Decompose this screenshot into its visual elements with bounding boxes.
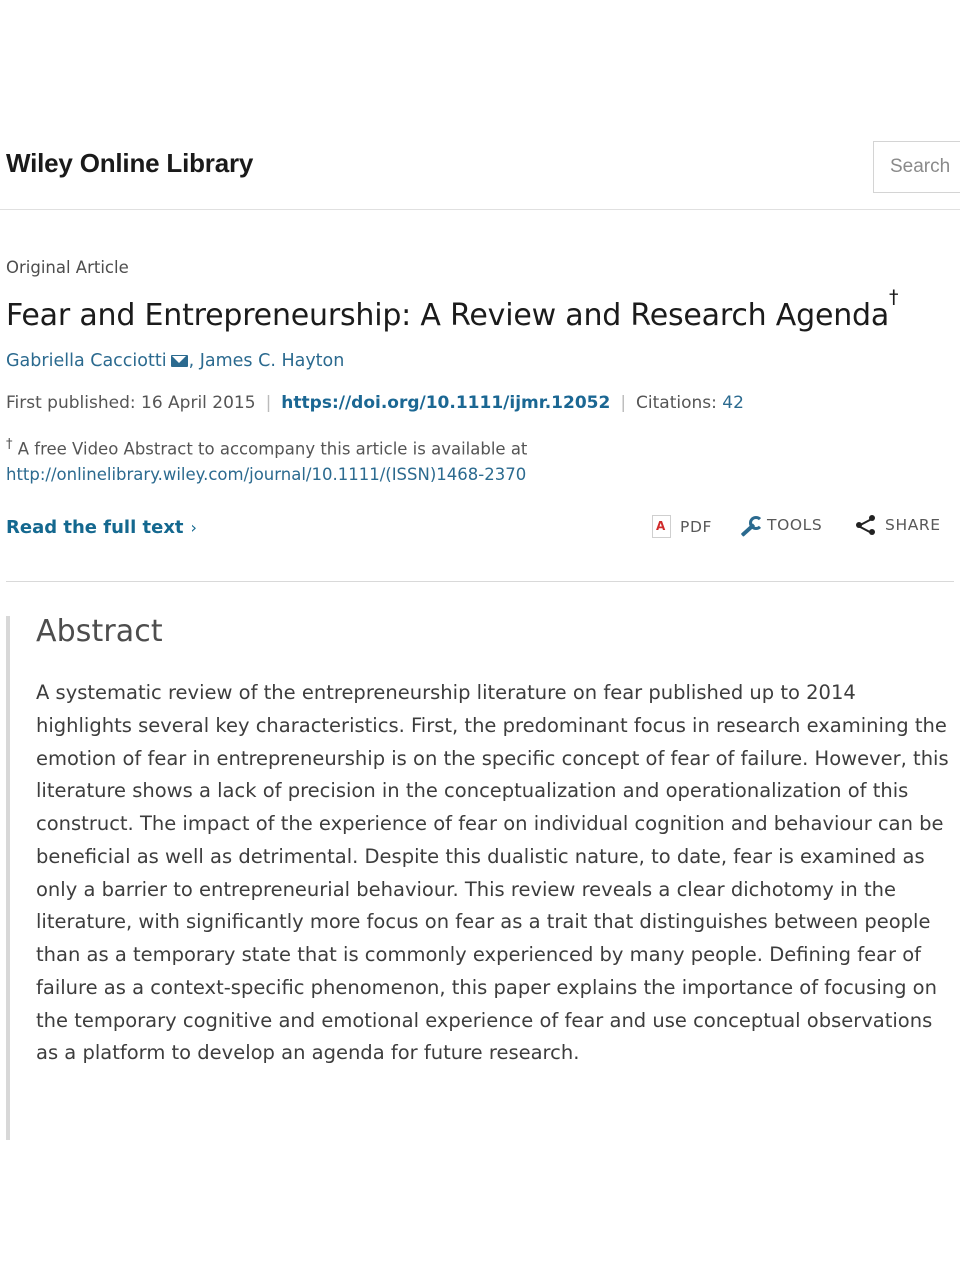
pdf-icon <box>652 515 671 538</box>
search-box[interactable] <box>873 141 960 193</box>
pdf-button[interactable] <box>652 515 712 538</box>
author-list <box>6 351 960 371</box>
publication-info <box>6 393 960 413</box>
abstract-heading: Abstract <box>36 614 163 650</box>
article-title-text: Fear and Entrepreneurship: A Review and Research Agenda <box>6 298 890 333</box>
article-container <box>0 210 960 1070</box>
page-title <box>6 285 960 335</box>
author-link-1[interactable]: Gabriella Cacciotti <box>6 350 167 371</box>
section-divider <box>6 581 954 582</box>
wrench-icon <box>738 515 758 535</box>
tools-label: TOOLS <box>767 516 823 535</box>
search-input[interactable] <box>888 155 960 179</box>
article-actions <box>0 515 960 555</box>
citations-label: Citations: <box>636 392 717 413</box>
footnote-link[interactable]: http://onlinelibrary.wiley.com/journal/10.1111/(ISSN)1468-2370 <box>6 464 527 484</box>
share-label: SHARE <box>885 516 941 535</box>
title-dagger-marker: † <box>889 285 899 308</box>
chevron-right-icon: › <box>190 518 197 538</box>
site-header <box>0 124 960 210</box>
article-type-label: Original Article <box>6 258 129 277</box>
first-published-label: First published: <box>6 392 136 413</box>
meta-separator-2: | <box>620 392 627 413</box>
first-published-date: 16 April 2015 <box>141 392 256 413</box>
share-icon <box>856 515 876 535</box>
share-button[interactable] <box>856 515 941 535</box>
meta-separator-1: | <box>265 392 272 413</box>
doi-link[interactable]: https://doi.org/10.1111/ijmr.12052 <box>281 392 611 413</box>
read-full-text-link[interactable] <box>6 517 197 538</box>
footnote-marker: † <box>6 436 13 452</box>
read-full-text-label: Read the full text <box>6 517 184 539</box>
footnote-text: A free Video Abstract to accompany this article is available at <box>17 439 528 459</box>
tools-button[interactable] <box>738 515 822 535</box>
pdf-label: PDF <box>680 517 712 536</box>
abstract-section <box>6 614 949 1070</box>
envelope-icon[interactable] <box>171 355 188 367</box>
author-separator: , <box>188 350 200 371</box>
citations-count[interactable]: 42 <box>722 392 744 413</box>
site-logo[interactable]: Wiley Online Library <box>6 148 254 178</box>
article-footnote <box>6 435 726 488</box>
abstract-body: A systematic review of the entrepreneurship literature on fear published up to 2014 highlights several key characteristics. First, the predominant focus in research examining the emotion of fear in entrepreneurship is on the specific concept of fear of failure. However, this literature shows a lack of precision in the conceptualization and operationalization of this construct. The impact of the experience of fear on individual cognition and behaviour can be beneficial as well as detrimental. Despite this dualistic nature, to date, fear is examined as only a barrier to entrepreneurial behaviour. This review reveals a clear dichotomy in the literature, with significantly more focus on fear as a trait that distinguishes between people than as a temporary state that is commonly experienced by many people. Defining fear of failure as a context-specific phenomenon, this paper explains the importance of focusing on the temporary cognitive and emotional experience of fear and use conceptual observations as a platform to develop an agenda for future research. <box>36 681 949 1065</box>
author-link-2[interactable]: James C. Hayton <box>199 350 345 371</box>
